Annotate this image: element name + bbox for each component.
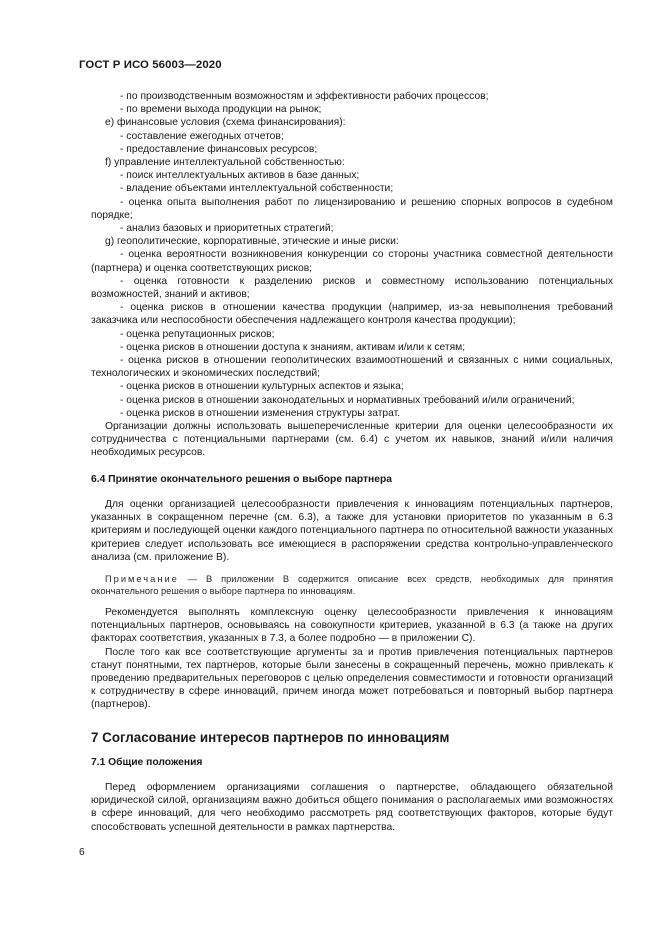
list-item: - оценка рисков в отношении законодательных и нормативных требований и/или ограничений;	[120, 394, 575, 406]
list-item: - оценка вероятности возникновения конкуренции со стороны участника совместной деятельности (партнера) и оценка соответствующих рисков;	[91, 249, 613, 274]
list-item: - поиск интеллектуальных активов в базе данных;	[120, 170, 360, 182]
standard-header: ГОСТ Р ИСО 56003—2020	[79, 59, 222, 71]
list-item: - оценка репутационных рисков;	[120, 328, 275, 340]
list-item: - оценка рисков в отношении качества продукции (например, из-за невыполнения требований заказчика или неспособности обеспечения надлежащего контроля качества продукции);	[91, 302, 613, 327]
list-item: - владение объектами интеллектуальной собственности;	[120, 183, 394, 195]
list-item: - оценка рисков в отношении доступа к знаниям, активам и/или к сетям;	[120, 341, 466, 353]
page-number: 6	[79, 847, 85, 858]
list-item: - анализ базовых и приоритетных стратегий;	[120, 223, 334, 235]
list-label-g: g) геополитические, корпоративные, этические и иные риски:	[105, 236, 399, 248]
section-heading-7-1: 7.1 Общие положения	[91, 756, 203, 768]
page-body	[91, 90, 613, 834]
note-label: Примечание	[105, 573, 179, 584]
list-item: - оценка готовности к разделению рисков и совместному использованию потенциальных возможностей, знаний и активов;	[91, 275, 613, 301]
list-label-f: f) управление интеллектуальной собственностью:	[105, 157, 345, 169]
chapter-heading-7: 7 Согласование интересов партнеров по инновациям	[91, 729, 450, 745]
paragraph: Организации должны использовать вышеперечисленные критерии для оценки целесообразности их сотрудничества с потенциальными партнерами (см. 6.4) с учетом их навыков, знаний и/или наличия необходимых ресурсов.	[91, 421, 613, 459]
paragraph: Рекомендуется выполнять комплексную оценку целесообразности привлечения к инновациям потенциальных партнеров, основываясь на совокупности критериев, указанной в 6.3 (а также на других факторах соответствия, указанных в 7.3, а более подробно — в приложении C).	[91, 606, 613, 645]
paragraph: Для оценки организацией целесообразности привлечения к инновациям потенциальных партнеров, указанных в сокращенном перечне (см. 6.3), а также для установки приоритетов по указанным в 6.3 критериям и последующей оценки каждого потенциального партнера по относительной важности указанных критериев следует использовать все имеющиеся в распоряжении средства контрольно-управленческого анализа (см. приложение B).	[91, 498, 613, 563]
section-heading-6-4: 6.4 Принятие окончательного решения о выборе партнера	[91, 473, 393, 485]
list-item: - оценка рисков в отношении изменения структуры затрат.	[120, 407, 401, 419]
list-item: - составление ежегодных отчетов;	[120, 130, 284, 142]
note-text: — В приложении B содержится описание всех средств, необходимых для принятия окончательного решения о выборе партнера по инновациям.	[91, 573, 613, 596]
list-item: - предоставление финансовых ресурсов;	[120, 143, 318, 155]
list-item: - по производственным возможностям и эффективности рабочих процессов;	[120, 91, 489, 102]
list-item: - оценка рисков в отношении культурных аспектов и языка;	[120, 381, 404, 393]
list-item: - по времени выхода продукции на рынок;	[120, 104, 322, 116]
paragraph: Перед оформлением организациями соглашения о партнерстве, обладающего обязательной юридической силой, организациям важно добиться общего понимания о располагаемых ими возможностях в сфере инноваций, для чего необходимо рассмотреть ряд соответствующих факторов, которые будут способствовать успешной деятельности в рамках партнерства.	[91, 781, 613, 833]
list-label-e: e) финансовые условия (схема финансирования):	[105, 117, 346, 129]
list-item: - оценка рисков в отношении геополитических взаимоотношений и связанных с ними социальных, технологических и экономических последствий;	[91, 355, 613, 380]
list-item: - оценка опыта выполнения работ по лицензированию и решению спорных вопросов в судебном порядке;	[91, 196, 613, 221]
paragraph: После того как все соответствующие аргументы за и против привлечения потенциальных партнеров станут понятными, тех партнеров, которые были занесены в сокращенный перечень, можно привлекать к проведению предварительных переговоров с целью определения совместимости и готовности организаций к сотрудничеству в сфере инноваций, причем иногда может потребоваться и повторный выбор партнера (партнеров).	[91, 646, 613, 711]
note	[91, 573, 613, 597]
